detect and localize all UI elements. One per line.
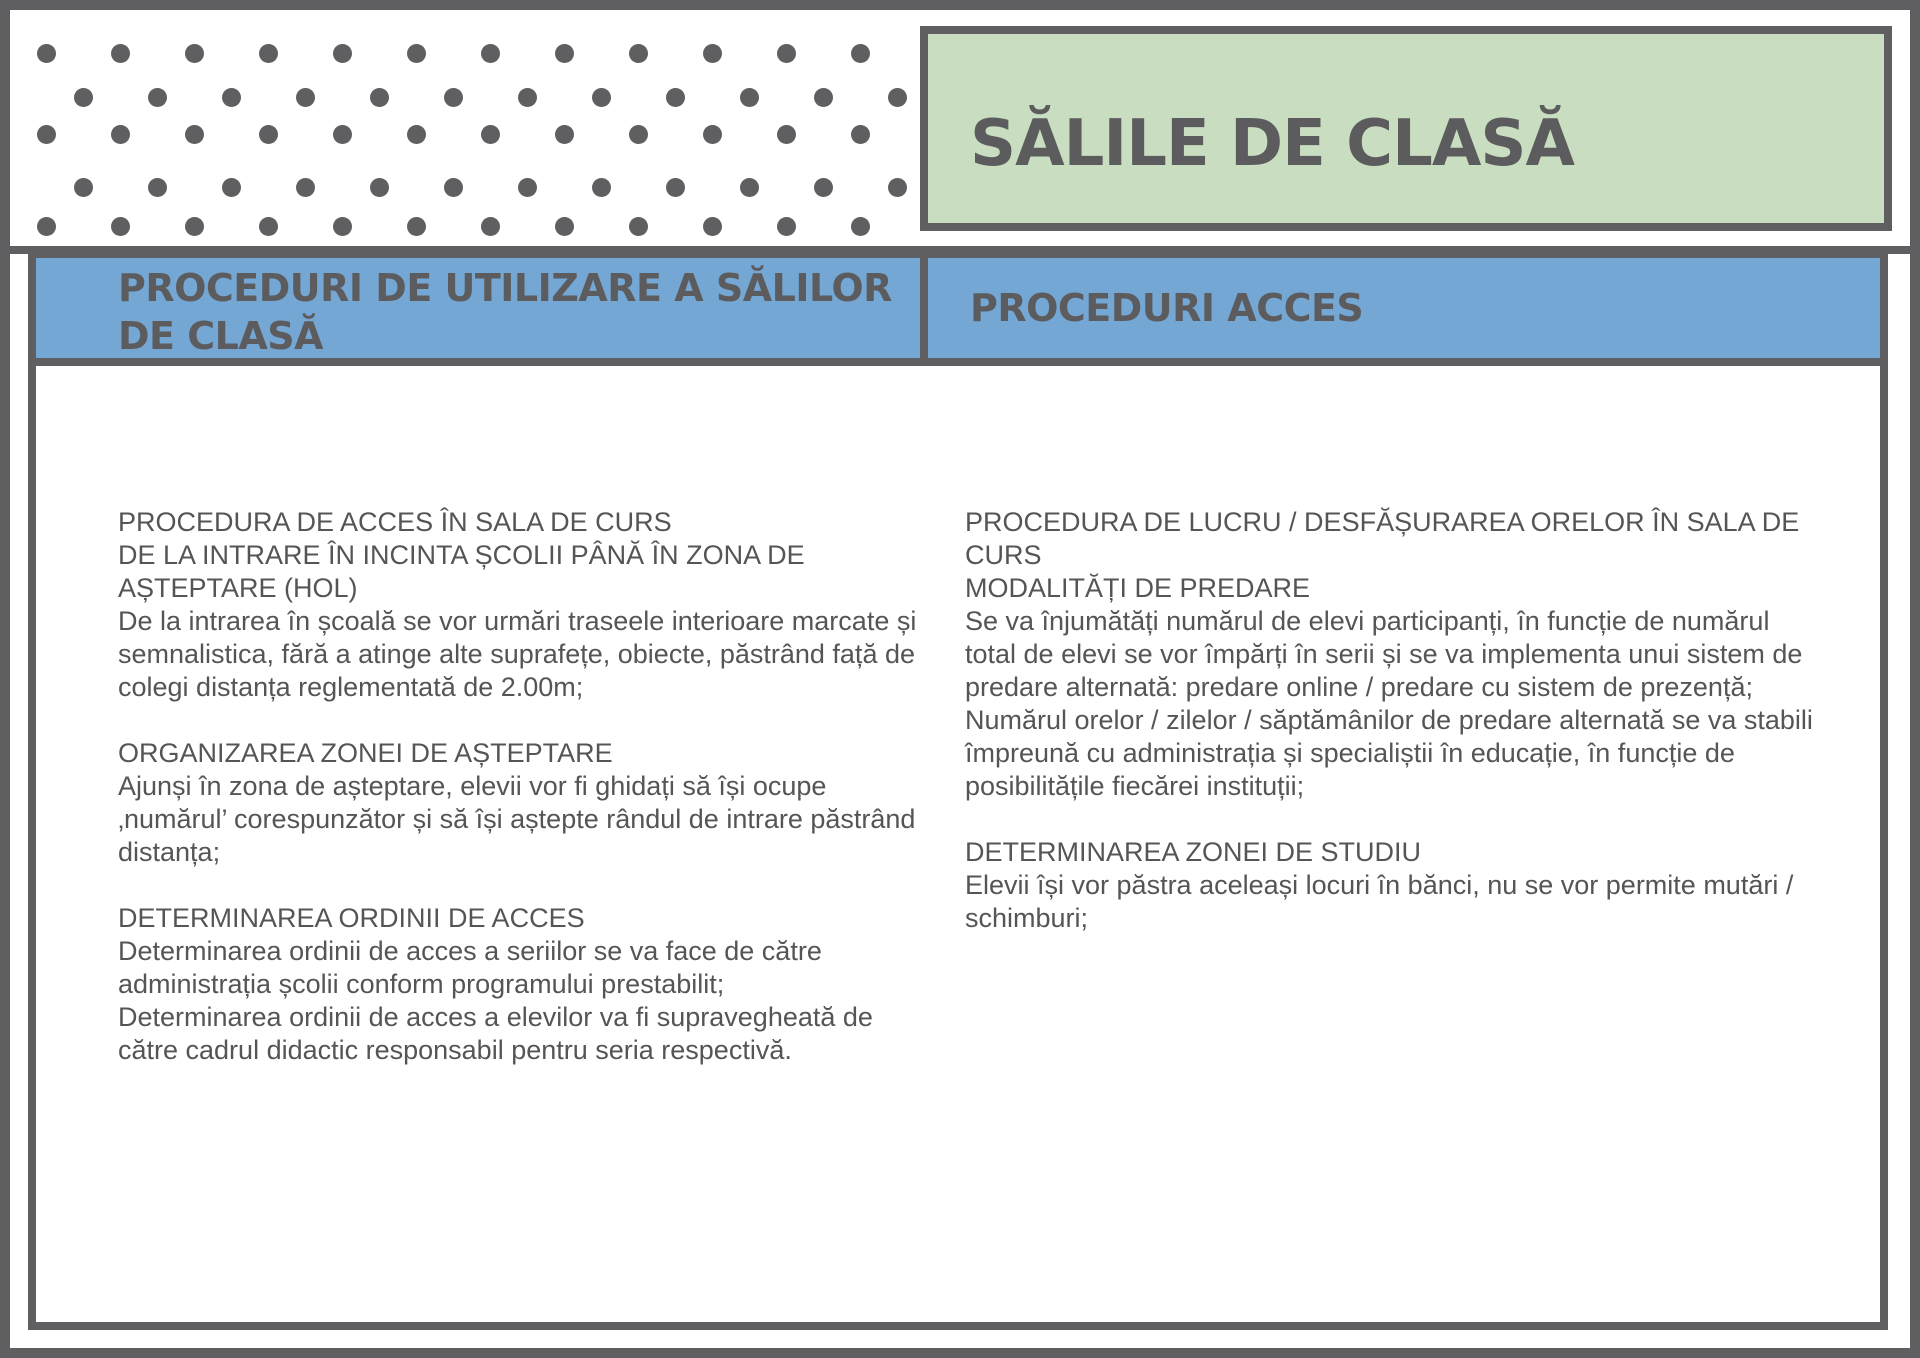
pattern-dot xyxy=(555,125,574,144)
pattern-dot xyxy=(777,125,796,144)
pattern-dot xyxy=(518,88,537,107)
pattern-dot xyxy=(555,217,574,236)
pattern-dot xyxy=(629,44,648,63)
procedure-block xyxy=(118,506,933,704)
pattern-dot xyxy=(148,88,167,107)
pattern-dot xyxy=(222,88,241,107)
pattern-dot xyxy=(740,178,759,197)
pattern-dot xyxy=(37,44,56,63)
left-column xyxy=(118,506,933,1100)
page-title: SĂLILE DE CLASĂ xyxy=(970,107,1575,181)
pattern-dot xyxy=(703,217,722,236)
pattern-dot xyxy=(703,44,722,63)
pattern-dot xyxy=(888,88,907,107)
procedure-text: Determinarea ordinii de acces a elevilor va fi supravegheată de către cadrul didactic responsabil pentru seria respectivă. xyxy=(118,1002,873,1065)
procedure-title: DE LA INTRARE ÎN INCINTA ȘCOLII PÂNĂ ÎN ZONA DE AȘTEPTARE (HOL) xyxy=(118,540,805,603)
section-header-band xyxy=(36,258,1880,366)
pattern-dot xyxy=(444,88,463,107)
pattern-dot xyxy=(481,125,500,144)
dot-pattern xyxy=(20,20,920,240)
pattern-dot xyxy=(592,178,611,197)
pattern-dot xyxy=(481,44,500,63)
procedure-block xyxy=(965,836,1825,935)
content-frame xyxy=(28,250,1888,1330)
pattern-dot xyxy=(851,44,870,63)
pattern-dot xyxy=(777,44,796,63)
pattern-dot xyxy=(555,44,574,63)
procedure-title: DETERMINAREA ORDINII DE ACCES xyxy=(118,903,585,933)
procedure-text: Se va înjumătăți numărul de elevi participanți, în funcție de numărul total de elevi se vor împărți în serii și se va implementa unui sistem de predare alternată: predare online / predare cu sistem de prezență; xyxy=(965,606,1803,702)
procedure-text: Ajunși în zona de așteptare, elevii vor fi ghidați să își ocupe ‚numărul’ corespunzător și să își aștepte rândul de intrare păstrând distanța; xyxy=(118,771,916,867)
pattern-dot xyxy=(185,125,204,144)
title-box xyxy=(920,26,1892,231)
pattern-dot xyxy=(407,217,426,236)
pattern-dot xyxy=(814,88,833,107)
pattern-dot xyxy=(222,178,241,197)
procedure-block xyxy=(965,506,1825,803)
procedure-text: Elevii își vor păstra aceleași locuri în bănci, nu se vor permite mutări / schimburi; xyxy=(965,870,1794,933)
procedure-title: MODALITĂȚI DE PREDARE xyxy=(965,573,1311,603)
pattern-dot xyxy=(814,178,833,197)
header-column-separator xyxy=(920,258,928,358)
pattern-dot xyxy=(703,125,722,144)
pattern-dot xyxy=(111,125,130,144)
pattern-dot xyxy=(259,44,278,63)
pattern-dot xyxy=(333,217,352,236)
section-heading-right: PROCEDURI ACCES xyxy=(970,286,1364,330)
pattern-dot xyxy=(148,178,167,197)
pattern-dot xyxy=(481,217,500,236)
pattern-dot xyxy=(74,88,93,107)
pattern-dot xyxy=(37,217,56,236)
pattern-dot xyxy=(888,178,907,197)
pattern-dot xyxy=(259,217,278,236)
pattern-dot xyxy=(296,178,315,197)
procedure-text: Numărul orelor / zilelor / săptămânilor de predare alternată se va stabili împreună cu administrația și specialiștii în educație, în funcție de posibilitățile fiecărei instituții; xyxy=(965,705,1813,801)
pattern-dot xyxy=(37,125,56,144)
pattern-dot xyxy=(851,217,870,236)
pattern-dot xyxy=(592,88,611,107)
pattern-dot xyxy=(370,88,389,107)
procedure-text: De la intrarea în școală se vor urmări traseele interioare marcate și semnalistica, fără a atinge alte suprafețe, obiecte, păstrând față de colegi distanța reglementată de 2.00m; xyxy=(118,606,917,702)
procedure-title: PROCEDURA DE ACCES ÎN SALA DE CURS xyxy=(118,507,672,537)
pattern-dot xyxy=(333,125,352,144)
procedure-block xyxy=(118,737,933,869)
procedure-title: DETERMINAREA ZONEI DE STUDIU xyxy=(965,837,1422,867)
section-heading-left: PROCEDURI DE UTILIZARE A SĂLILOR DE CLASĂ xyxy=(118,266,892,358)
pattern-dot xyxy=(111,44,130,63)
pattern-dot xyxy=(740,88,759,107)
pattern-dot xyxy=(185,44,204,63)
pattern-dot xyxy=(666,178,685,197)
pattern-dot xyxy=(777,217,796,236)
pattern-dot xyxy=(518,178,537,197)
pattern-dot xyxy=(74,178,93,197)
pattern-dot xyxy=(407,125,426,144)
pattern-dot xyxy=(185,217,204,236)
pattern-dot xyxy=(629,217,648,236)
procedure-title: ORGANIZAREA ZONEI DE AȘTEPTARE xyxy=(118,738,613,768)
procedure-text: Determinarea ordinii de acces a seriilor se va face de către administrația școlii conform programului prestabilit; xyxy=(118,936,822,999)
pattern-dot xyxy=(370,178,389,197)
pattern-dot xyxy=(629,125,648,144)
pattern-dot xyxy=(259,125,278,144)
pattern-dot xyxy=(333,44,352,63)
pattern-dot xyxy=(407,44,426,63)
pattern-dot xyxy=(666,88,685,107)
pattern-dot xyxy=(111,217,130,236)
pattern-dot xyxy=(851,125,870,144)
procedure-block xyxy=(118,902,933,1067)
pattern-dot xyxy=(296,88,315,107)
procedure-title: PROCEDURA DE LUCRU / DESFĂȘURAREA ORELOR ÎN SALA DE CURS xyxy=(965,507,1800,570)
right-column xyxy=(965,506,1825,968)
pattern-dot xyxy=(444,178,463,197)
